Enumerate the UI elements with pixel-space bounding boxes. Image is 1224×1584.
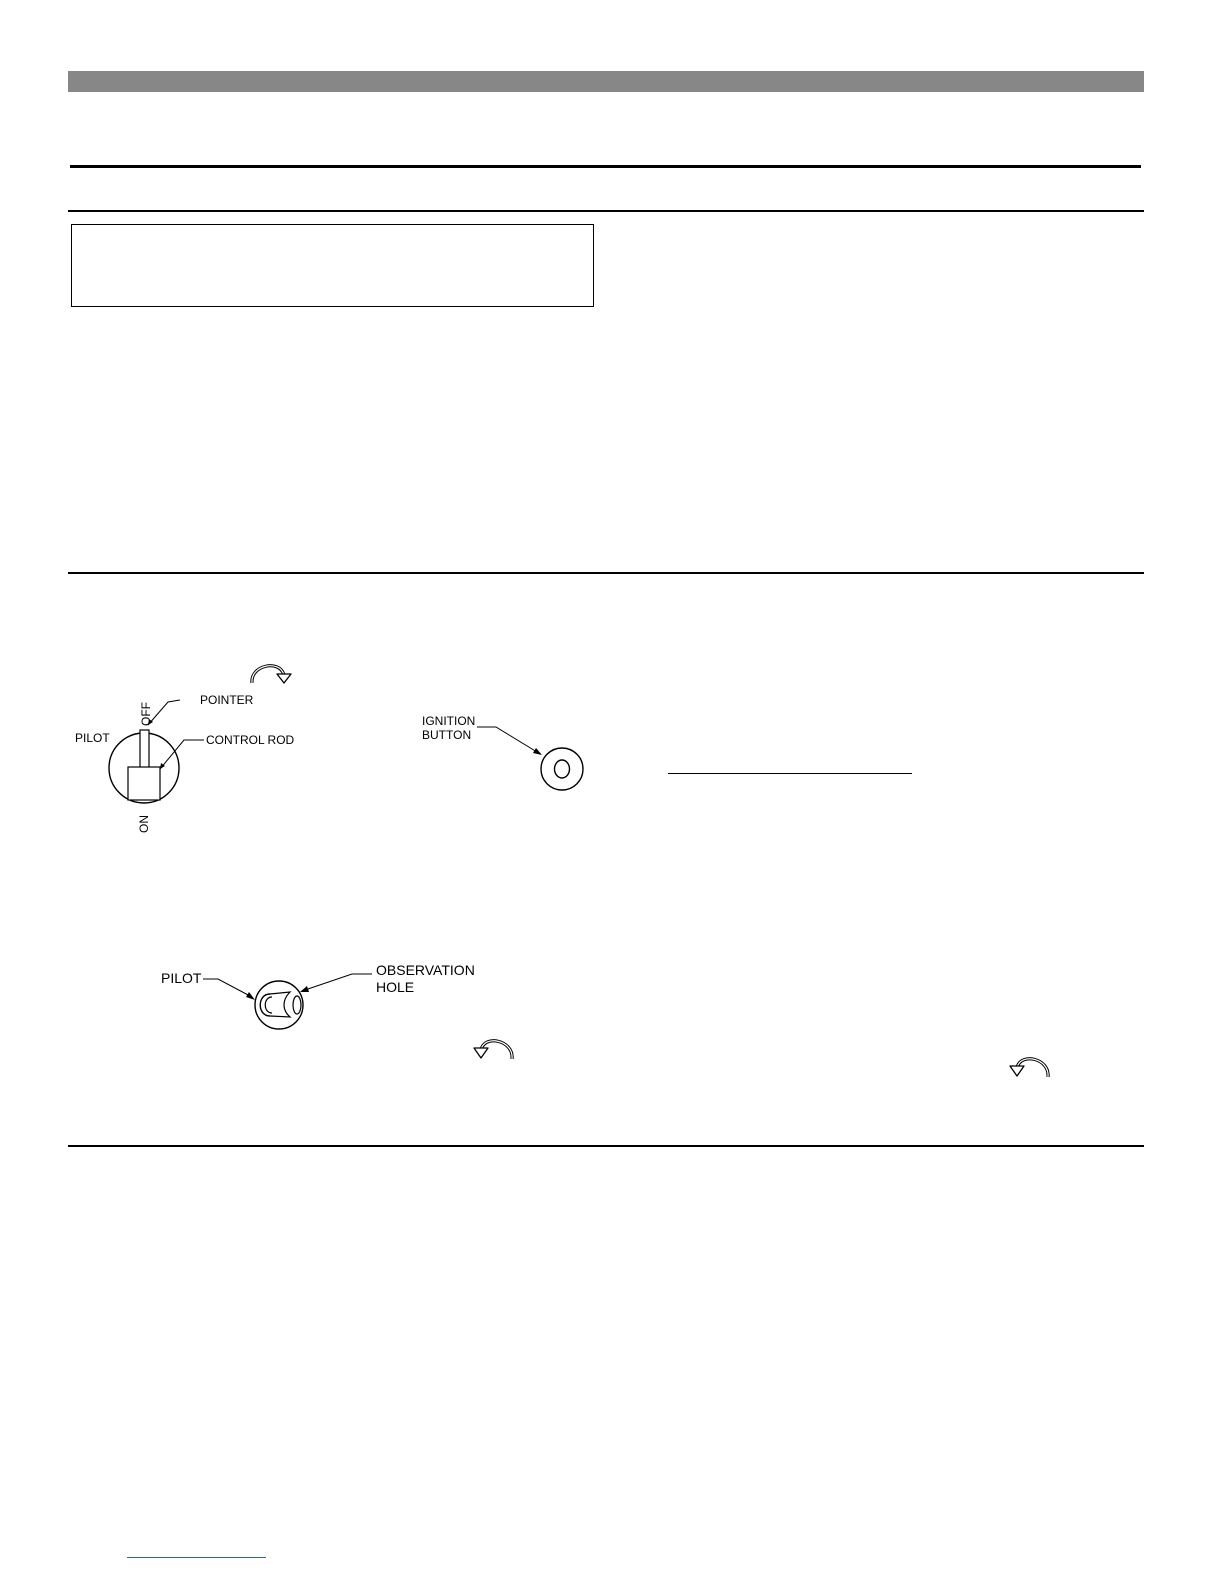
pilot-flame-label: PILOT (161, 970, 202, 986)
counterclockwise-arrow-icon (1008, 1050, 1052, 1080)
section-divider-bottom (68, 1145, 1144, 1147)
observation-label-line1: OBSERVATION (376, 962, 475, 978)
footer-link-underline[interactable] (127, 1557, 266, 1558)
control-knob-icon (70, 650, 330, 850)
pilot-assembly-icon (160, 960, 520, 1065)
section-divider-top (68, 210, 1144, 212)
header-bar (68, 71, 1144, 92)
gas-control-diagram (70, 650, 330, 850)
pilot-observation-diagram (160, 960, 520, 1065)
section-divider-middle (68, 572, 1144, 574)
counterclockwise-arrow-icon (472, 1032, 516, 1062)
observation-label-line2: HOLE (376, 979, 415, 995)
ignition-label-line1: IGNITION (422, 714, 476, 728)
ignition-label-line2: BUTTON (422, 728, 472, 742)
ignition-diagram (420, 712, 590, 797)
pointer-label: POINTER (200, 693, 254, 707)
on-position-label: ON (137, 815, 151, 833)
pilot-position-label: PILOT (75, 731, 110, 745)
control-rod-label: CONTROL ROD (206, 733, 295, 747)
title-divider (70, 165, 1141, 168)
off-position-label: OFF (139, 702, 153, 726)
warning-box (71, 224, 594, 307)
underlined-heading-rule (668, 773, 912, 774)
ignition-button-icon (420, 712, 590, 797)
